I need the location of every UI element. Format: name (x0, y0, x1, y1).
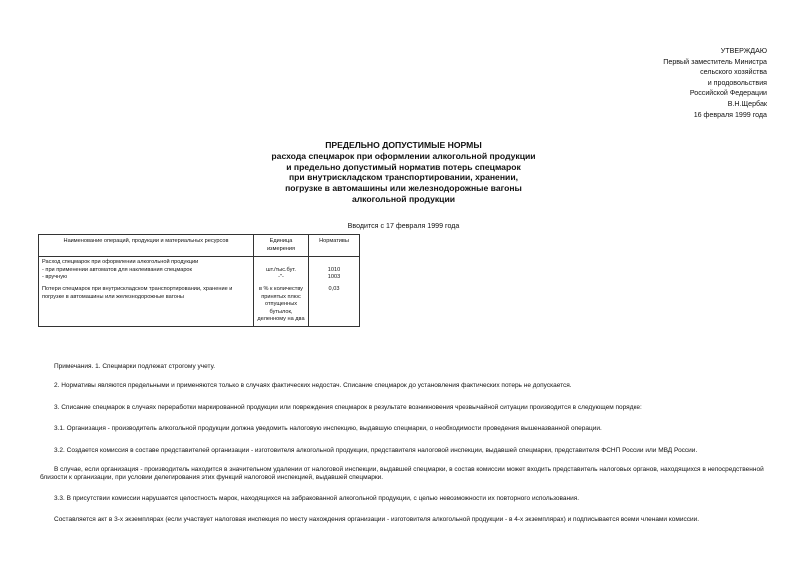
note-3-3: 3.3. В присутствии комиссии нарушается целостность марок, находящихся на забракованной алкогольной продукции, с целью невозможности их повторного использования. (54, 494, 580, 502)
approval-heading: УТВЕРЖДАЮ (720, 47, 767, 55)
loss-norm: 0,03 (328, 285, 340, 292)
approval-position-line-2: сельского хозяйства (700, 68, 767, 77)
norms-table (38, 234, 360, 327)
approval-block (547, 46, 767, 120)
header-unit: Единица измерения (254, 235, 309, 257)
loss-unit: в % к количеству принятых плюс отпущенных бутылок, деленному на два (257, 285, 305, 323)
note-2: 2. Нормативы являются предельными и применяются только в случаях фактических недостач. Списание спецмарок до установления фактических потерь не допускается. (54, 382, 572, 390)
automat-unit: шт./тыс.бут. (266, 266, 296, 273)
notes-section (40, 363, 767, 525)
table-row (39, 257, 360, 327)
section-heading: Расход спецмарок при оформлении алкогольной продукции (42, 259, 199, 266)
title-line: алкогольной продукции (351, 193, 456, 204)
manual-operation: - вручную (42, 274, 68, 281)
approval-position-line-3: и продовольствия (707, 78, 767, 87)
note-1: Примечания. 1. Спецмарки подлежат строгому учету. (54, 363, 216, 370)
document-title (150, 140, 657, 205)
approval-position-line-1: Первый заместитель Министра (663, 57, 767, 66)
table-header-row (39, 235, 360, 257)
note-3: 3. Списание спецмарок в случаях переработки маркированной продукции или повреждения спецмарок в результате возникновения чрезвычайной ситуации производится в следующем порядке: (54, 403, 642, 411)
manual-unit: -"- (278, 274, 284, 281)
title-line: и предельно допустимый норматив потерь спецмарок (286, 161, 521, 172)
operation-cell (39, 257, 254, 327)
title-line: расхода спецмарок при оформлении алкогольной продукции (271, 150, 536, 161)
note-act: Составляется акт в 3-х экземплярах (если участвует налоговая инспекция по месту нахождения организации - изготовителя алкогольной продукции - в 4-х экземплярах) и подписывается всеми членами комиссии. (54, 516, 700, 524)
title-line: ПРЕДЕЛЬНО ДОПУСТИМЫЕ НОРМЫ (325, 140, 482, 150)
note-3-1: 3.1. Организация - производитель алкогольной продукции должна уведомить налоговую инспекцию, выдавшую спецмарки, о необходимости проведения вышеназванной операции. (54, 425, 602, 433)
title-line: при внутрискладском транспортировании, хранении, (288, 172, 518, 183)
note-3-2-continued: В случае, если организация - производитель находится в значительном удалении от налоговой инспекции, выдавшей спецмарки, в состав комиссии может входить представитель налоговых органов, находящихся в непосредственной близости к организации, при условии делегирования этих функций налоговой инспекцией, выдавшей спецмарки. (40, 466, 764, 482)
approval-position-line-4: Российской Федерации (689, 89, 767, 98)
header-norm: Нормативы (309, 235, 360, 257)
unit-cell (254, 257, 309, 327)
effective-date: Вводится с 17 февраля 1999 года (347, 222, 460, 230)
automat-norm: 1010 (327, 266, 341, 273)
approval-date: 16 февраля 1999 года (693, 110, 767, 119)
title-line: погрузке в автомашины или железнодорожные вагоны (285, 183, 522, 194)
approval-signatory: В.Н.Щербак (727, 99, 767, 108)
loss-operation: Потери спецмарок при внутрискладском транспортировании, хранение и погрузке в автомашины или железнодорожные вагоны (42, 285, 233, 300)
note-3-2: 3.2. Создается комиссия в составе представителей организации - изготовителя алкогольной продукции, представителя налоговой инспекции, выдавшей спецмарки, представителя ФСНП России или МВД России. (54, 446, 698, 454)
automat-operation: - при применении автоматов для наклеивания спецмарок (42, 266, 192, 273)
manual-norm: 1003 (327, 274, 341, 281)
norm-cell (309, 257, 360, 327)
header-operation: Наименование операций, продукции и материальных ресурсов (39, 235, 254, 257)
